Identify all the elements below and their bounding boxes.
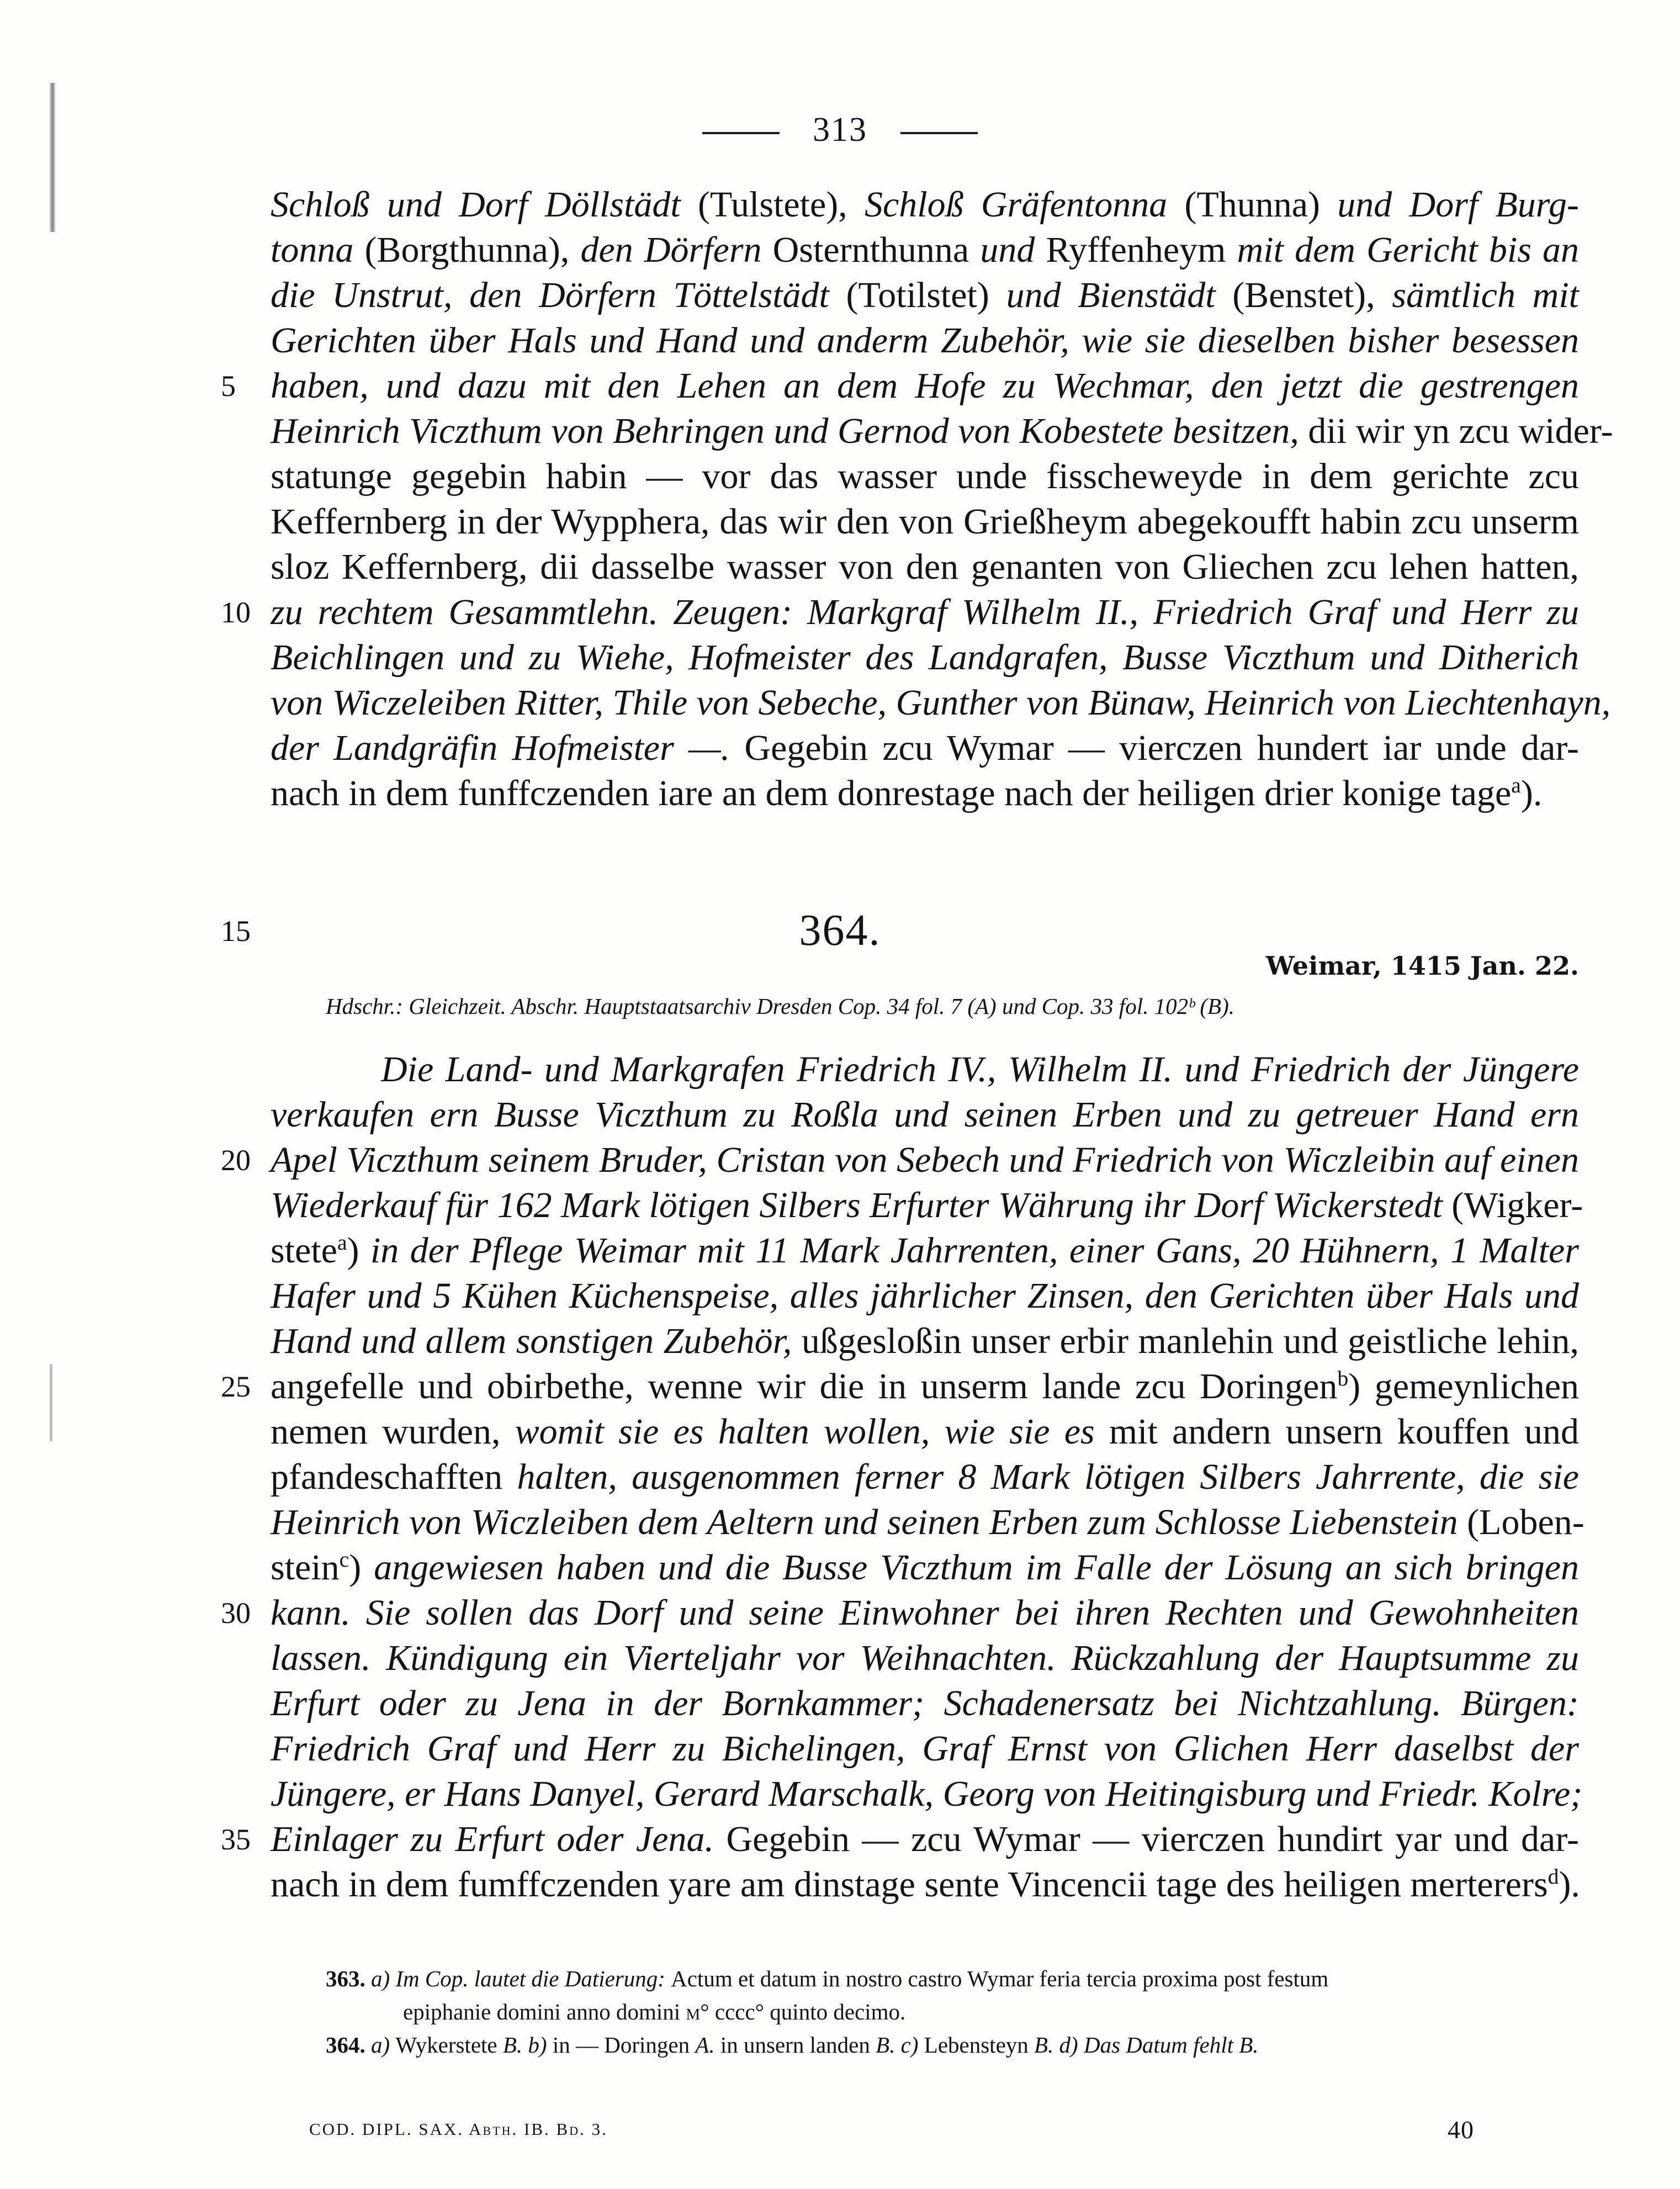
text-run: dii wir yn zcu wider- (1308, 411, 1613, 451)
text-run: (Thunna) (1184, 184, 1338, 225)
text-run: ). (1520, 773, 1543, 813)
text-run: Ryffenheym (1046, 230, 1237, 270)
text-run: statunge gegebin habin — vor das wasser unde fisscheweyde in dem gerichte zcu (271, 456, 1579, 496)
text-run: Gegebin — zcu Wymar — vierczen hundirt yar und dar- (726, 1819, 1579, 1859)
text-run: Erfurt oder zu Jena in der Bornkammer; Schadenersatz bei Nichtzahlung. Bürgen: (271, 1683, 1579, 1723)
text-run: 363. (326, 1966, 371, 1991)
text-line (271, 182, 1579, 228)
text-line (271, 1319, 1579, 1364)
text-run: lassen. Kündigung ein Vierteljahr vor Weihnachten. Rückzahlung der Hauptsumme zu (271, 1638, 1579, 1678)
document-number: 364. (799, 906, 881, 955)
text-run: B. b) (502, 2032, 553, 2058)
signature-line (309, 2116, 1474, 2144)
text-run: haben, und dazu mit den Lehen an dem Hofe zu Wechmar, den jetzt die gestrengen (271, 366, 1579, 406)
footnote-marker: d (1547, 1864, 1559, 1889)
text-run: kann. Sie sollen das Dorf und seine Einwohner bei ihren Rechten und Gewohnheiten (271, 1593, 1579, 1633)
text-line (271, 318, 1579, 363)
text-run: (Benstet), (1232, 275, 1392, 315)
text-run: angewiesen haben und die Busse Viczthum im Falle der Lösung an sich bringen (374, 1547, 1580, 1588)
text-line (271, 1500, 1584, 1545)
text-run: in der Pflege Weimar mit 11 Mark Jahrrenten, einer Gans, 20 Hühnern, 1 Malter (370, 1230, 1579, 1271)
margin-line-number: 30 (221, 1596, 251, 1630)
head-dash-left (702, 132, 780, 134)
text-run: stein (271, 1547, 340, 1588)
text-run: die Unstrut, den Dörfern Töttelstädt (271, 275, 846, 315)
text-run: nemen wurden, (271, 1411, 515, 1452)
text-line (271, 273, 1579, 318)
text-run: Beichlingen und zu Wiehe, Hofmeister des Landgrafen, Busse Viczthum und Ditherich (271, 637, 1579, 678)
binding-mark (50, 1364, 52, 1441)
text-line (271, 771, 1579, 816)
text-line (271, 1862, 1579, 1907)
text-run: B. c) (876, 2032, 924, 2058)
text-line (271, 1817, 1579, 1862)
text-run: a) (371, 2032, 396, 2058)
text-run: pfandeschafften (271, 1457, 517, 1497)
text-run: Apel Viczthum seinem Bruder, Cristan von Sebech und Friedrich von Wiczleibin auf einen (271, 1140, 1579, 1180)
text-run: sämtlich mit (1392, 275, 1579, 315)
text-run: Keffernberg in der Wypphera, das wir den von Grießheym abegekoufft habin zcu unserm (271, 501, 1579, 542)
text-line (271, 409, 1613, 454)
text-run: in unsern landen (720, 2032, 876, 2058)
text-run: m (686, 1999, 701, 2024)
footnote-line (326, 2029, 1259, 2060)
margin-line-number: 35 (221, 1823, 251, 1856)
text-line (271, 590, 1579, 635)
text-run: stete (271, 1230, 337, 1271)
text-run: Friedrich Graf und Herr zu Bichelingen, Graf Ernst von Glichen Herr daselbst der (271, 1728, 1579, 1769)
text-line (271, 1273, 1579, 1319)
text-run: Schloß Gräfentonna (865, 184, 1185, 225)
sheet-number: 40 (1448, 2116, 1474, 2144)
text-line (271, 1364, 1579, 1409)
text-line (271, 1455, 1579, 1500)
text-run: Lebensteyn (924, 2032, 1035, 2058)
footnote-line (326, 1963, 1328, 1994)
text-line (271, 1636, 1579, 1681)
text-run: ) (349, 1547, 374, 1588)
text-line (271, 635, 1579, 680)
text-line (271, 1138, 1579, 1183)
text-line (271, 1409, 1579, 1455)
text-run: tonna (271, 230, 365, 270)
text-run: nach in dem fumffczenden yare am dinstage sente Vincencii tage des heiligen merterers (271, 1864, 1548, 1905)
text-line (271, 1092, 1579, 1138)
text-run: in — Doringen (552, 2032, 696, 2058)
text-line (381, 1047, 1579, 1092)
text-run: Gegebin zcu Wymar — vierczen hundert iar unde dar- (744, 728, 1580, 768)
text-run: nach in dem funffczenden iare an dem donrestage nach der heiligen drier konige tage (271, 773, 1512, 813)
binding-shadow (50, 83, 55, 232)
text-run: ußgesloßin unser erbir manlehin und geistliche lehin, (801, 1321, 1579, 1361)
text-run: sloz Keffernberg, dii dasselbe wasser von den genanten von Gliechen zcu lehen hatten, (271, 547, 1579, 587)
text-run: A. (695, 2032, 720, 2058)
text-run: 364. (326, 2032, 371, 2058)
text-run: und Dorf Burg- (1337, 184, 1579, 225)
footnote-marker: b (1337, 1366, 1349, 1390)
text-run: Wiederkauf für 162 Mark lötigen Silbers Erfurter Währung ihr Dorf Wickerstedt (271, 1185, 1452, 1225)
text-line (271, 1590, 1579, 1636)
text-run: ) (347, 1230, 370, 1271)
text-run: Actum et datum in nostro castro Wymar feria tercia proxima post festum (671, 1966, 1329, 1991)
text-run: (Borgthunna), (364, 230, 581, 270)
margin-line-number: 25 (221, 1370, 251, 1403)
text-run: Osternthunna (772, 230, 981, 270)
page-number: 313 (813, 111, 867, 149)
text-run: Die Land- und Markgrafen Friedrich IV., Wilhelm II. und Friedrich der Jüngere (381, 1049, 1579, 1090)
text-run: (Tulstete), (698, 184, 865, 225)
text-line (271, 1228, 1579, 1273)
text-line (271, 1726, 1579, 1772)
text-line (271, 363, 1579, 409)
text-run: Hafer und 5 Kühen Küchenspeise, alles jährlicher Zinsen, den Gerichten über Hals und (271, 1276, 1579, 1316)
text-run: epiphanie domini anno domini (403, 1999, 686, 2024)
signature-text: COD. DIPL. SAX. Abth. IB. Bd. 3. (309, 2119, 608, 2139)
text-line (271, 1545, 1579, 1590)
text-run: den Dörfern (580, 230, 773, 270)
text-run: angefelle und obirbethe, wenne wir die in unserm lande zcu Doringen (271, 1366, 1338, 1407)
text-run: der Landgräfin Hofmeister —. (271, 728, 745, 768)
margin-line-number: 5 (221, 369, 236, 403)
text-run: halten, ausgenommen ferner 8 Mark lötigen Silbers Jahrrente, die sie (517, 1457, 1580, 1497)
text-run: Heinrich von Wiczleiben dem Aeltern und seinen Erben zum Schlosse Liebenstein (271, 1502, 1467, 1542)
text-run: zu rechtem Gesammtlehn. Zeugen: Markgraf Wilhelm II., Friedrich Graf und Herr zu (271, 592, 1579, 632)
text-run: Heinrich Viczthum von Behringen und Gernod von Kobestete besitzen, (271, 411, 1308, 451)
footnote-marker: a (1511, 773, 1521, 797)
text-line (271, 499, 1579, 544)
text-run: Wykerstete (395, 2032, 503, 2058)
text-line (271, 228, 1579, 273)
text-run: Gerichten über Hals und Hand und anderm Zubehör, wie sie dieselben bisher besessen (271, 320, 1579, 361)
text-line (271, 680, 1611, 726)
text-run: a) Im Cop. lautet die Datierung: (371, 1966, 671, 1991)
text-run: Jüngere, er Hans Danyel, Gerard Marschalk, Georg von Heitingisburg und Friedr. Kolre; (271, 1774, 1583, 1814)
text-line (271, 454, 1579, 499)
margin-line-number: 15 (221, 914, 251, 948)
text-line (271, 544, 1579, 590)
footnote-line (403, 1996, 905, 2027)
margin-line-number: 20 (221, 1144, 251, 1177)
margin-line-number: 10 (221, 596, 251, 629)
place-date: Weimar, 1415 Jan. 22. (1265, 951, 1579, 981)
text-run: (Totilstet) (846, 275, 1006, 315)
text-run: Einlager zu Erfurt oder Jena. (271, 1819, 727, 1859)
text-line (271, 1183, 1583, 1228)
source-note: Hdschr.: Gleichzeit. Abschr. Hauptstaatsarchiv Dresden Cop. 34 fol. 7 (A) und Cop. 33 fol. 102ᵇ (B). (326, 993, 1234, 1019)
text-run: Schloß und Dorf Döllstädt (271, 184, 698, 225)
footnote-marker: c (339, 1547, 349, 1572)
running-head (0, 110, 1680, 150)
text-run: ). (1559, 1864, 1580, 1905)
text-run: mit andern unsern kouffen und (1109, 1411, 1579, 1452)
text-run: von Wiczeleiben Ritter, Thile von Sebeche, Gunther von Bünaw, Heinrich von Liechtenhayn, (271, 683, 1611, 723)
text-run: mit dem Gericht bis an (1237, 230, 1579, 270)
text-run: ) gemeynlichen (1348, 1366, 1579, 1407)
text-run: (Wigker- (1451, 1185, 1583, 1225)
text-run: Hand und allem sonstigen Zubehör, (271, 1321, 802, 1361)
text-run: verkaufen ern Busse Viczthum zu Roßla und seinen Erben und zu getreuer Hand ern (271, 1094, 1579, 1135)
text-line (271, 1681, 1579, 1726)
text-run: womit sie es halten wollen, wie sie es (515, 1411, 1109, 1452)
head-dash-right (900, 132, 978, 134)
text-run: (Loben- (1467, 1502, 1584, 1542)
text-run: und (980, 230, 1046, 270)
text-line (271, 1772, 1583, 1817)
text-run: und Bienstädt (1006, 275, 1233, 315)
text-run: B. d) Das Datum fehlt B. (1034, 2032, 1259, 2058)
text-line (271, 726, 1579, 771)
footnote-marker: a (337, 1230, 347, 1255)
text-run: ° cccc° quinto decimo. (700, 1999, 906, 2024)
